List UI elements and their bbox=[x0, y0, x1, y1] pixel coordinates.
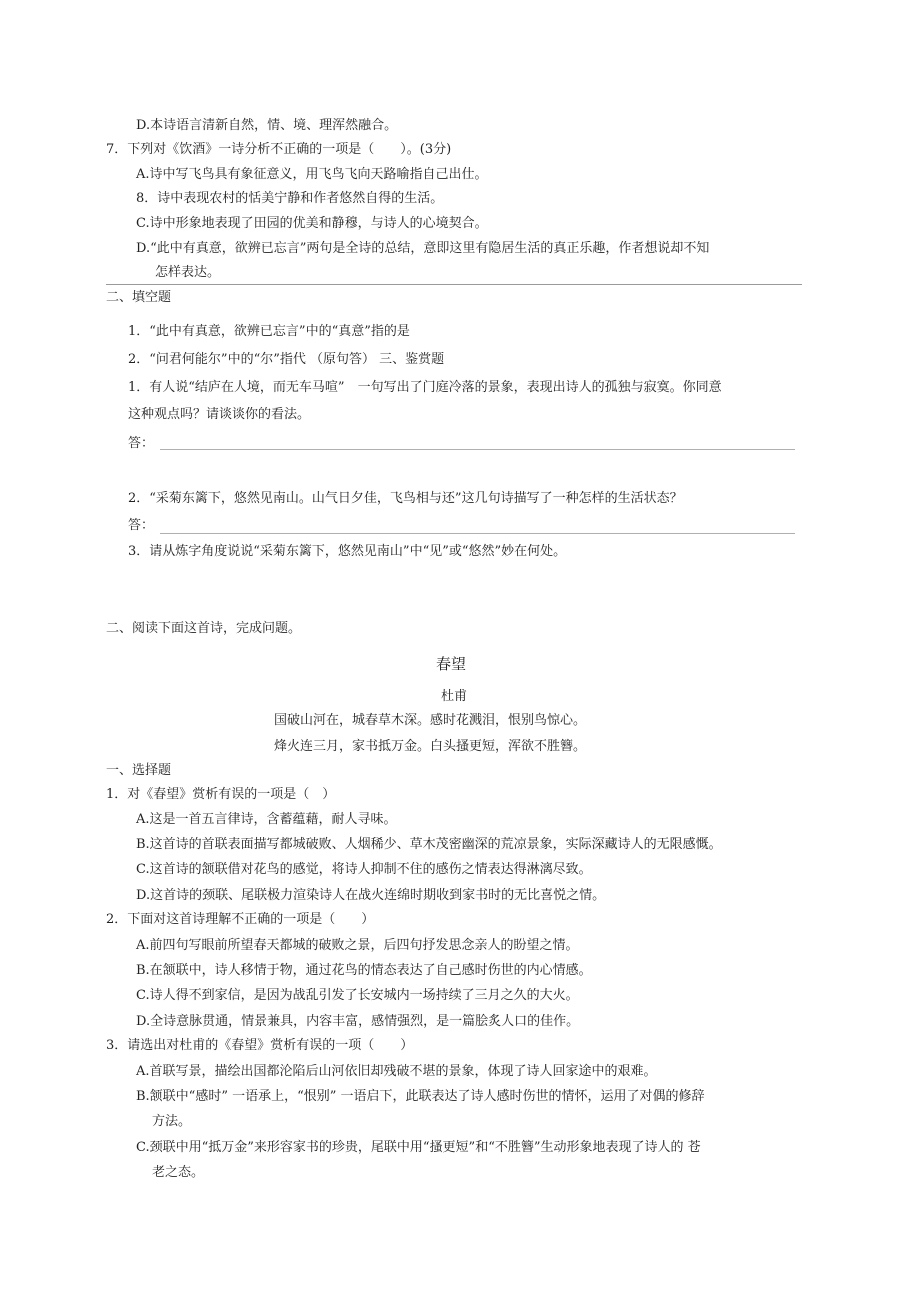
choice-heading: 一、选择题 bbox=[106, 763, 172, 778]
fill-q1: 1．“此中有真意，欲辨已忘言”中的“真意”指的是 bbox=[128, 324, 410, 339]
answer-line-1[interactable] bbox=[160, 449, 795, 450]
choice-q1-stem: 1．对《春望》赏析有误的一项是（ ） bbox=[106, 787, 336, 802]
choice-q1-d: D.这首诗的颈联、尾联极力渲染诗人在战火连绵时期收到家书时的无比喜悦之情。 bbox=[136, 888, 606, 903]
q7-option-d-line2: 怎样表达。 bbox=[155, 265, 221, 280]
poem-line-1: 国破山河在，城春草木深。感时花溅泪，恨别鸟惊心。 bbox=[274, 713, 587, 728]
choice-q3-stem: 3．请选出对杜甫的《春望》赏析有误的一项（ ） bbox=[106, 1038, 414, 1053]
answer-label-2: 答： bbox=[128, 518, 155, 533]
appreciation-q1-line1: 1．有人说“结庐在人境，而无车马喧” 一句写出了门庭冷落的景象，表现出诗人的孤独与寂寞。你同意 bbox=[128, 380, 722, 395]
answer-line-2[interactable] bbox=[160, 533, 795, 534]
q7-option-b: 8．诗中表现农村的恬美宁静和作者悠然自得的生活。 bbox=[136, 191, 444, 206]
choice-q1-b: B.这首诗的首联表面描写都城破败、人烟稀少、草木茂密幽深的荒凉景象，实际深藏诗人的无限感慨。 bbox=[136, 837, 722, 852]
choice-q3-b-line1: B.颔联中“感时” 一语承上，“恨别” 一语启下，此联表达了诗人感时伤世的情怀，运用了对偶的修辞 bbox=[136, 1089, 705, 1104]
q7-option-a: A.诗中写飞鸟具有象征意义，用飞鸟飞向天路喻指自己出仕。 bbox=[136, 167, 488, 182]
choice-q2-a: A.前四句写眼前所望春天都城的破败之景，后四句抒发思念亲人的盼望之情。 bbox=[136, 938, 579, 953]
answer-label-1: 答： bbox=[128, 436, 155, 451]
q7-option-c: C.诗中形象地表现了田园的优美和静穆，与诗人的心境契合。 bbox=[136, 216, 488, 231]
poem-line-2: 烽火连三月，家书抵万金。白头搔更短，浑欲不胜簪。 bbox=[274, 739, 587, 754]
poem-author: 杜甫 bbox=[441, 689, 468, 704]
choice-q3-a: A.首联写景，描绘出国都沦陷后山河依旧却残破不堪的景象，体现了诗人回家途中的艰难。 bbox=[136, 1064, 657, 1079]
appreciation-q2: 2．“采菊东篱下，悠然见南山。山气日夕佳，飞鸟相与还”这几句诗描写了一种怎样的生活状态？ bbox=[128, 491, 683, 506]
choice-q3-c-line1: C.颈联中用“抵万金”来形容家书的珍贵，尾联中用“搔更短”和“不胜簪”生动形象地表现了诗人的 苍 bbox=[136, 1140, 701, 1155]
choice-q2-b: B.在颔联中，诗人移情于物，通过花鸟的情态表达了自己感时伤世的内心情感。 bbox=[136, 963, 592, 978]
choice-q3-c-line2: 老之态。 bbox=[152, 1165, 205, 1180]
choice-q1-c: C.这首诗的颔联借对花鸟的感觉，将诗人抑制不住的感伤之情表达得淋漓尽致。 bbox=[136, 862, 592, 877]
poem-title: 春望 bbox=[436, 655, 467, 673]
choice-q2-stem: 2．下面对这首诗理解不正确的一项是（ ） bbox=[106, 912, 375, 927]
appreciation-q3: 3．请从炼字角度说说“采菊东篱下，悠然见南山”中“见”或“悠然”妙在何处。 bbox=[128, 544, 567, 559]
q6-option-d: D.本诗语言清新自然，情、境、理浑然融合。 bbox=[136, 118, 398, 133]
appreciation-q1-line2: 这种观点吗？请谈谈你的看法。 bbox=[128, 407, 311, 422]
section-divider bbox=[106, 284, 802, 285]
choice-q3-b-line2: 方法。 bbox=[152, 1114, 192, 1129]
part2-heading: 二、阅读下面这首诗，完成问题。 bbox=[106, 621, 302, 636]
q7-stem: 7．下列对《饮酒》一诗分析不正确的一项是（ ）。(3分) bbox=[106, 142, 452, 157]
choice-q1-a: A.这是一首五言律诗，含蓄蕴藉，耐人寻味。 bbox=[136, 812, 397, 827]
fill-heading: 二、填空题 bbox=[106, 290, 172, 305]
choice-q2-d: D.全诗意脉贯通，情景兼具，内容丰富，感情强烈，是一篇脍炙人口的佳作。 bbox=[136, 1014, 580, 1029]
q7-option-d-line1: D.“此中有真意，欲辨已忘言”两句是全诗的总结，意即这里有隐居生活的真正乐趣，作者想说却不知 bbox=[136, 241, 710, 256]
fill-q2: 2．“问君何能尔”中的“尔”指代 （原句答） 三、鉴赏题 bbox=[128, 352, 445, 367]
choice-q2-c: C.诗人得不到家信，是因为战乱引发了长安城内一场持续了三月之久的大火。 bbox=[136, 988, 579, 1003]
